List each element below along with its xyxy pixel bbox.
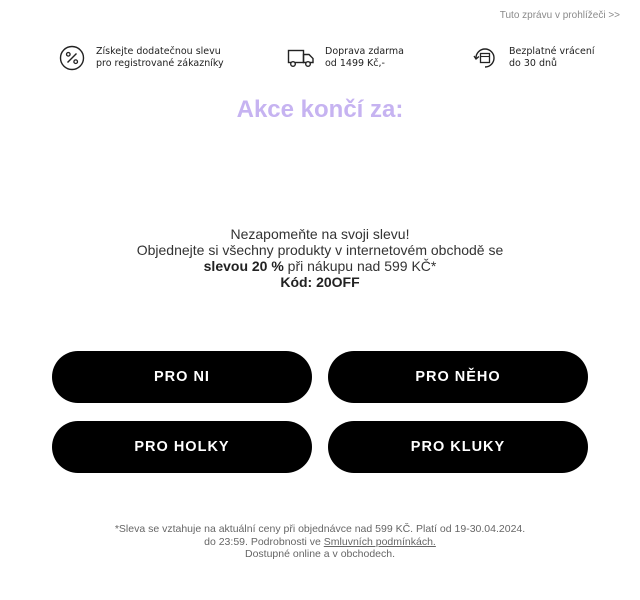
discount-amount: slevou 20 % — [203, 258, 284, 274]
promo-condition: při nákupu nad 599 KČ* — [283, 258, 437, 274]
percent-icon — [58, 44, 86, 72]
footnote-line1: *Sleva se vztahuje na aktuální ceny při objednávce nad 599 KČ. Platí od 19-30.04.2024. — [114, 523, 526, 535]
benefits-bar — [0, 44, 640, 74]
benefit-discount-text — [96, 46, 224, 70]
benefit-discount — [58, 44, 224, 72]
for-boys-button[interactable]: PRO KLUKY — [328, 421, 588, 473]
view-in-browser-link[interactable]: Tuto zprávu v prohlížeči >> — [499, 10, 620, 21]
benefit-returns-text — [509, 46, 595, 70]
benefit-shipping — [287, 44, 404, 72]
benefit-shipping-line2: od 1499 Kč,- — [325, 58, 385, 69]
benefit-returns-line1: Bezplatné vrácení — [509, 46, 595, 57]
benefit-returns-line2: do 30 dnů — [509, 58, 558, 69]
footnote — [0, 523, 640, 561]
promo-line2: Objednejte si všechny produkty v internetovém obchodě se — [136, 242, 504, 258]
for-him-button[interactable]: PRO NĚHO — [328, 351, 588, 403]
countdown-headline: Akce končí za: — [236, 96, 404, 123]
promo-text — [0, 226, 640, 290]
promo-code-text: Kód: 20OFF — [280, 274, 360, 290]
promo-line3 — [0, 258, 640, 274]
return-package-icon — [471, 44, 499, 72]
promo-line1: Nezapomeňte na svoji slevu! — [230, 226, 410, 242]
benefit-discount-line2: pro registrované zákazníky — [96, 58, 224, 69]
delivery-truck-icon — [287, 44, 315, 72]
benefit-discount-line1: Získejte dodatečnou slevu — [96, 46, 221, 57]
footnote-line3: Dostupné online a v obchodech. — [244, 548, 396, 560]
for-her-button[interactable]: PRO NI — [52, 351, 312, 403]
footnote-line2-text: do 23:59. Podrobnosti ve — [204, 535, 324, 548]
footnote-line2 — [0, 536, 640, 549]
promo-code — [0, 274, 640, 290]
terms-link[interactable]: Smluvních podmínkách. — [323, 535, 436, 548]
benefit-returns — [471, 44, 595, 72]
benefit-shipping-text — [325, 46, 404, 70]
for-girls-button[interactable]: PRO HOLKY — [52, 421, 312, 473]
benefit-shipping-line1: Doprava zdarma — [325, 46, 405, 57]
